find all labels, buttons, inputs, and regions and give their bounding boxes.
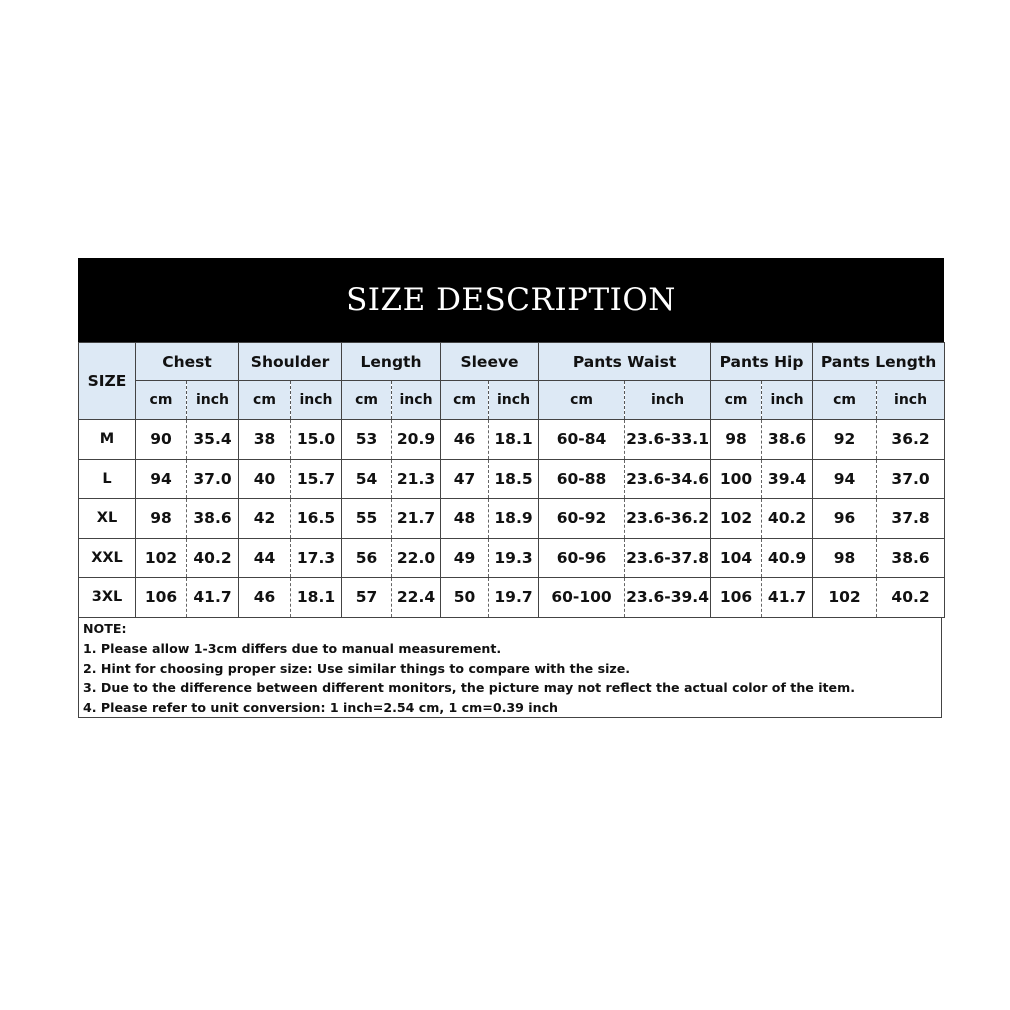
size-chart [78,258,944,720]
header-length: Length [342,343,441,381]
notes-box [78,618,942,718]
value-cell: 106 [136,578,187,618]
table-row [79,499,945,539]
unit-inch: inch [489,381,539,420]
value-cell: 53 [342,420,392,460]
header-pants-waist: Pants Waist [539,343,711,381]
value-cell: 21.7 [392,499,441,539]
size-table [78,342,945,618]
value-cell: 94 [136,459,187,499]
value-cell: 57 [342,578,392,618]
value-cell: 18.1 [489,420,539,460]
table-row [79,420,945,460]
table-row [79,538,945,578]
value-cell: 38.6 [877,538,945,578]
value-cell: 19.3 [489,538,539,578]
value-cell: 38.6 [187,499,239,539]
size-column-header: SIZE [79,343,136,420]
value-cell: 98 [813,538,877,578]
note-line: 1. Please allow 1-3cm differs due to manual measurement. [83,640,502,656]
table-row [79,459,945,499]
value-cell: 92 [813,420,877,460]
value-cell: 40.2 [762,499,813,539]
unit-inch: inch [187,381,239,420]
notes-heading: NOTE: [83,621,127,636]
value-cell: 40 [239,459,291,499]
header-row-units [79,381,945,420]
value-cell: 40.2 [187,538,239,578]
value-cell: 15.0 [291,420,342,460]
value-cell: 18.9 [489,499,539,539]
header-pants-length: Pants Length [813,343,945,381]
value-cell: 50 [441,578,489,618]
value-cell: 56 [342,538,392,578]
note-line: 3. Due to the difference between different monitors, the picture may not reflect the actual color of the item. [83,680,856,696]
unit-inch: inch [877,381,945,420]
value-cell: 102 [813,578,877,618]
value-cell: 60-84 [539,420,625,460]
value-cell: 40.9 [762,538,813,578]
note-line: 2. Hint for choosing proper size: Use similar things to compare with the size. [83,660,631,676]
value-cell: 37.0 [877,459,945,499]
value-cell: 98 [711,420,762,460]
value-cell: 37.0 [187,459,239,499]
unit-cm: cm [136,381,187,420]
value-cell: 21.3 [392,459,441,499]
value-cell: 44 [239,538,291,578]
unit-cm: cm [813,381,877,420]
value-cell: 41.7 [762,578,813,618]
value-cell: 36.2 [877,420,945,460]
header-chest: Chest [136,343,239,381]
size-cell: 3XL [79,578,136,618]
value-cell: 90 [136,420,187,460]
unit-cm: cm [711,381,762,420]
value-cell: 48 [441,499,489,539]
unit-cm: cm [342,381,392,420]
value-cell: 23.6-34.6 [625,459,711,499]
value-cell: 42 [239,499,291,539]
header-pants-hip: Pants Hip [711,343,813,381]
table-row [79,578,945,618]
value-cell: 20.9 [392,420,441,460]
value-cell: 60-96 [539,538,625,578]
value-cell: 60-100 [539,578,625,618]
value-cell: 106 [711,578,762,618]
chart-title: SIZE DESCRIPTION [346,282,676,318]
value-cell: 60-92 [539,499,625,539]
value-cell: 23.6-39.4 [625,578,711,618]
header-row-groups [79,343,945,381]
value-cell: 18.1 [291,578,342,618]
value-cell: 55 [342,499,392,539]
unit-cm: cm [239,381,291,420]
value-cell: 18.5 [489,459,539,499]
value-cell: 41.7 [187,578,239,618]
title-bar [78,258,944,342]
value-cell: 37.8 [877,499,945,539]
value-cell: 23.6-36.2 [625,499,711,539]
value-cell: 15.7 [291,459,342,499]
value-cell: 94 [813,459,877,499]
size-cell: M [79,420,136,460]
value-cell: 23.6-37.8 [625,538,711,578]
value-cell: 40.2 [877,578,945,618]
unit-cm: cm [539,381,625,420]
value-cell: 49 [441,538,489,578]
unit-cm: cm [441,381,489,420]
value-cell: 22.0 [392,538,441,578]
value-cell: 23.6-33.1 [625,420,711,460]
value-cell: 60-88 [539,459,625,499]
unit-inch: inch [625,381,711,420]
header-shoulder: Shoulder [239,343,342,381]
value-cell: 96 [813,499,877,539]
unit-inch: inch [762,381,813,420]
value-cell: 100 [711,459,762,499]
value-cell: 104 [711,538,762,578]
value-cell: 35.4 [187,420,239,460]
value-cell: 46 [441,420,489,460]
value-cell: 16.5 [291,499,342,539]
value-cell: 39.4 [762,459,813,499]
value-cell: 17.3 [291,538,342,578]
value-cell: 102 [711,499,762,539]
value-cell: 22.4 [392,578,441,618]
value-cell: 54 [342,459,392,499]
unit-inch: inch [291,381,342,420]
value-cell: 38 [239,420,291,460]
size-cell: L [79,459,136,499]
note-line: 4. Please refer to unit conversion: 1 inch=2.54 cm, 1 cm=0.39 inch [83,700,558,716]
value-cell: 47 [441,459,489,499]
value-cell: 102 [136,538,187,578]
unit-inch: inch [392,381,441,420]
header-sleeve: Sleeve [441,343,539,381]
value-cell: 46 [239,578,291,618]
value-cell: 19.7 [489,578,539,618]
value-cell: 98 [136,499,187,539]
size-cell: XL [79,499,136,539]
value-cell: 38.6 [762,420,813,460]
size-cell: XXL [79,538,136,578]
